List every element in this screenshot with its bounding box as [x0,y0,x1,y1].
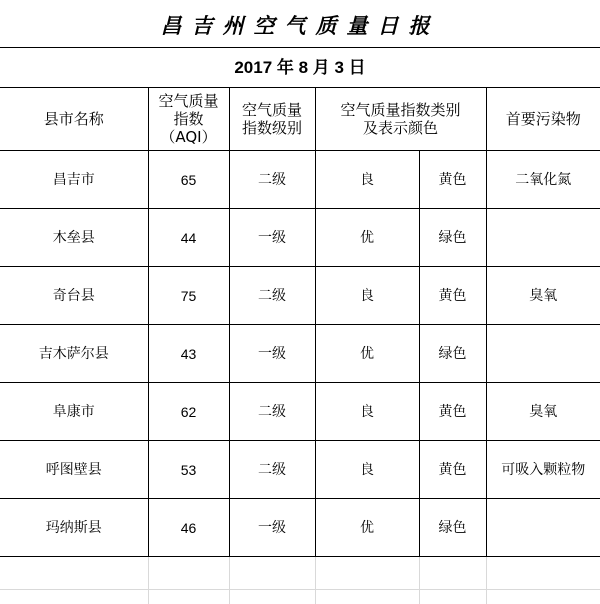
header-category: 空气质量指数类别 及表示颜色 [315,88,486,151]
header-row [0,88,600,151]
table-row [0,151,600,209]
primary-pollutant [486,325,600,383]
aqi-value: 44 [148,209,229,267]
table-row [0,325,600,383]
aqi-category: 良 [315,151,419,209]
header-county: 县市名称 [0,88,148,151]
table-row [0,441,600,499]
county-name: 奇台县 [0,267,148,325]
aqi-color: 绿色 [419,499,486,557]
aqi-category: 优 [315,499,419,557]
county-name: 昌吉市 [0,151,148,209]
county-name: 玛纳斯县 [0,499,148,557]
primary-pollutant [486,209,600,267]
aqi-level: 二级 [229,267,315,325]
sheet-gridline [0,589,600,590]
primary-pollutant: 二氧化氮 [486,151,600,209]
primary-pollutant: 臭氧 [486,267,600,325]
primary-pollutant [486,499,600,557]
aqi-value: 53 [148,441,229,499]
aqi-color: 黄色 [419,441,486,499]
table-row [0,209,600,267]
report-title: 昌吉州空气质量日报 [0,10,600,38]
header-level: 空气质量 指数级别 [229,88,315,151]
aqi-category: 优 [315,325,419,383]
table-row [0,383,600,441]
header-pollutant: 首要污染物 [486,88,600,151]
aqi-level: 二级 [229,383,315,441]
aqi-color: 黄色 [419,267,486,325]
report-date: 2017 年 8 月 3 日 [0,48,600,88]
aqi-value: 65 [148,151,229,209]
aqi-level: 二级 [229,151,315,209]
aqi-category: 优 [315,209,419,267]
county-name: 阜康市 [0,383,148,441]
primary-pollutant: 臭氧 [486,383,600,441]
table-row [0,267,600,325]
aqi-value: 62 [148,383,229,441]
aqi-level: 一级 [229,499,315,557]
aqi-color: 黄色 [419,151,486,209]
date-row [0,48,600,88]
aqi-level: 一级 [229,209,315,267]
primary-pollutant: 可吸入颗粒物 [486,441,600,499]
aqi-value: 46 [148,499,229,557]
aqi-level: 一级 [229,325,315,383]
aqi-value: 75 [148,267,229,325]
table-row [0,499,600,557]
aqi-color: 绿色 [419,325,486,383]
aqi-category: 良 [315,267,419,325]
header-aqi: 空气质量 指数 （AQI） [148,88,229,151]
county-name: 呼图壁县 [0,441,148,499]
aqi-level: 二级 [229,441,315,499]
aqi-category: 良 [315,383,419,441]
aqi-report-table [0,47,600,557]
aqi-value: 43 [148,325,229,383]
county-name: 吉木萨尔县 [0,325,148,383]
aqi-color: 黄色 [419,383,486,441]
aqi-color: 绿色 [419,209,486,267]
county-name: 木垒县 [0,209,148,267]
aqi-category: 良 [315,441,419,499]
